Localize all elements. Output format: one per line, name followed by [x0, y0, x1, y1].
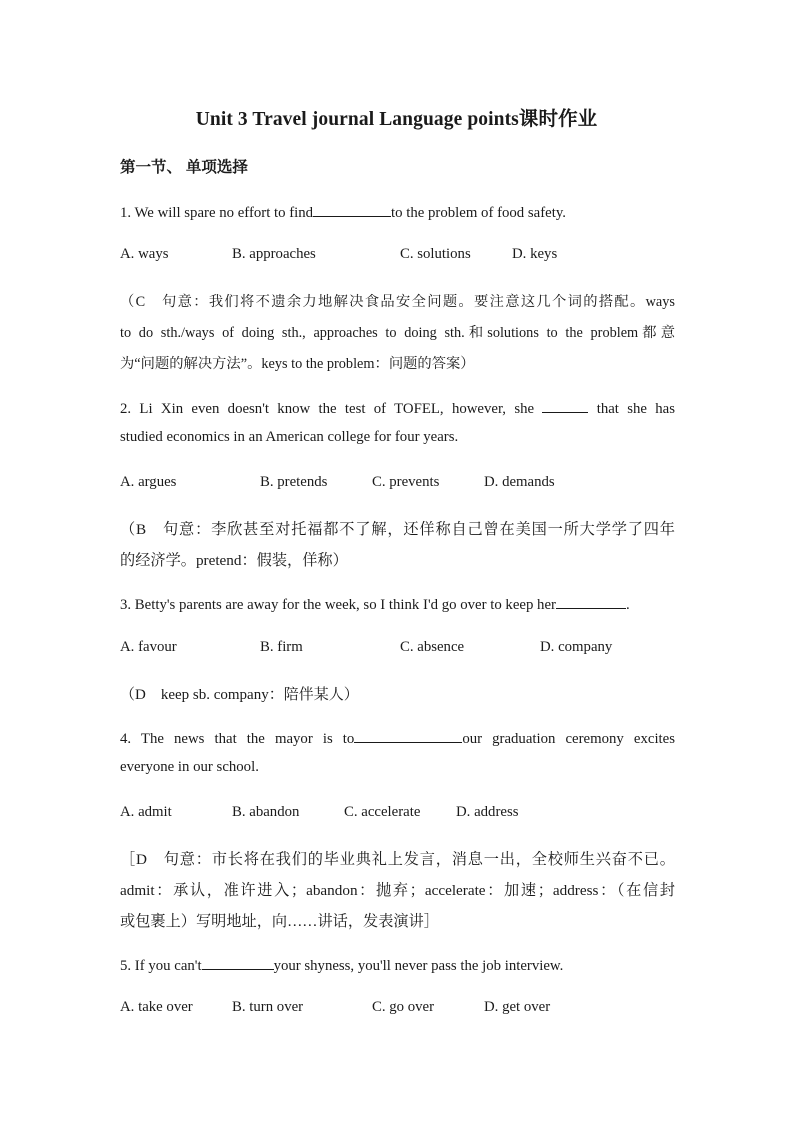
question-1-explanation-line-1: （C 句意：我们将不遗余力地解决食品安全问题。要注意这几个词的搭配。ways: [120, 294, 675, 310]
question-5-option-d: D. get over: [484, 999, 551, 1015]
question-2-option-d: D. demands: [484, 474, 555, 490]
section-heading: 第一节、 单项选择: [120, 159, 248, 176]
question-4-text-before: 4. The news that the mayor is to: [120, 731, 355, 747]
question-2-line-2: studied economics in an American college for four years.: [120, 429, 459, 445]
question-5-text-after: your shyness, you'll never pass the job interview.: [273, 958, 564, 974]
question-3-option-b: B. firm: [260, 639, 303, 655]
question-1-text-before: 1. We will spare no effort to find: [120, 205, 314, 221]
question-3: [120, 594, 675, 614]
question-2-line-1: [120, 398, 675, 418]
question-1-text-after: to the problem of food safety.: [391, 205, 566, 221]
question-4-option-a: A. admit: [120, 804, 172, 820]
question-2-explanation-line-1: （B 句意：李欣甚至对托福都不了解，还佯称自己曾在美国一所大学学了四年: [120, 521, 675, 538]
question-4-explanation-line-1: ［D 句意：市长将在我们的毕业典礼上发言，消息一出，全校师生兴奋不已。: [120, 851, 675, 868]
question-2-explanation-line-2: 的经济学。pretend：假装，佯称）: [120, 552, 348, 569]
question-4-explanation-line-2: admit：承认，准许进入；abandon：抛弃；accelerate：加速；address：（在信封: [120, 882, 675, 899]
question-3-option-c: C. absence: [400, 639, 465, 655]
question-2-option-a: A. argues: [120, 474, 177, 490]
question-2-option-b: B. pretends: [260, 474, 328, 490]
question-5: [120, 955, 675, 975]
question-1-option-a: A. ways: [120, 246, 169, 262]
question-5-option-a: A. take over: [120, 999, 193, 1015]
question-4-option-d: D. address: [456, 804, 519, 820]
question-4-text-after: our graduation ceremony excites: [462, 731, 675, 747]
question-2-blank[interactable]: [542, 398, 588, 413]
question-1-option-b: B. approaches: [232, 246, 316, 262]
question-1-option-c: C. solutions: [400, 246, 471, 262]
question-1-option-d: D. keys: [512, 246, 558, 262]
question-3-option-d: D. company: [540, 639, 613, 655]
question-2-option-c: C. prevents: [372, 474, 440, 490]
question-2-text-after: that she has: [596, 401, 675, 417]
question-4-line-1: [120, 728, 675, 748]
question-3-option-a: A. favour: [120, 639, 177, 655]
question-2-text-before: 2. Li Xin even doesn't know the test of TOFEL, however, she: [120, 401, 535, 417]
question-4-option-c: C. accelerate: [344, 804, 421, 820]
question-3-blank[interactable]: [556, 594, 626, 609]
question-3-text-after: .: [625, 597, 630, 613]
question-4-explanation-line-3: 或包裹上）写明地址，向……讲话，发表演讲］: [120, 913, 439, 930]
question-3-explanation: （D keep sb. company：陪伴某人）: [120, 687, 359, 703]
question-3-text-before: 3. Betty's parents are away for the week, so I think I'd go over to keep her: [120, 597, 556, 613]
question-5-blank[interactable]: [202, 955, 274, 970]
question-4-line-2: everyone in our school.: [120, 759, 259, 775]
page-title: Unit 3 Travel journal Language points课时作业: [195, 109, 598, 130]
question-1-explanation-line-3: 为“问题的解决方法”。keys to the problem：问题的答案）: [120, 356, 475, 372]
question-1-explanation-line-2: to do sth./ways of doing sth., approaches to doing sth.和solutions to the problem都意: [120, 325, 675, 341]
question-4-option-b: B. abandon: [232, 804, 300, 820]
question-1: [120, 202, 675, 222]
question-5-option-c: C. go over: [372, 999, 435, 1015]
question-4-blank[interactable]: [354, 728, 462, 743]
question-5-text-before: 5. If you can't: [120, 958, 202, 974]
question-1-blank[interactable]: [313, 202, 391, 217]
question-5-option-b: B. turn over: [232, 999, 304, 1015]
